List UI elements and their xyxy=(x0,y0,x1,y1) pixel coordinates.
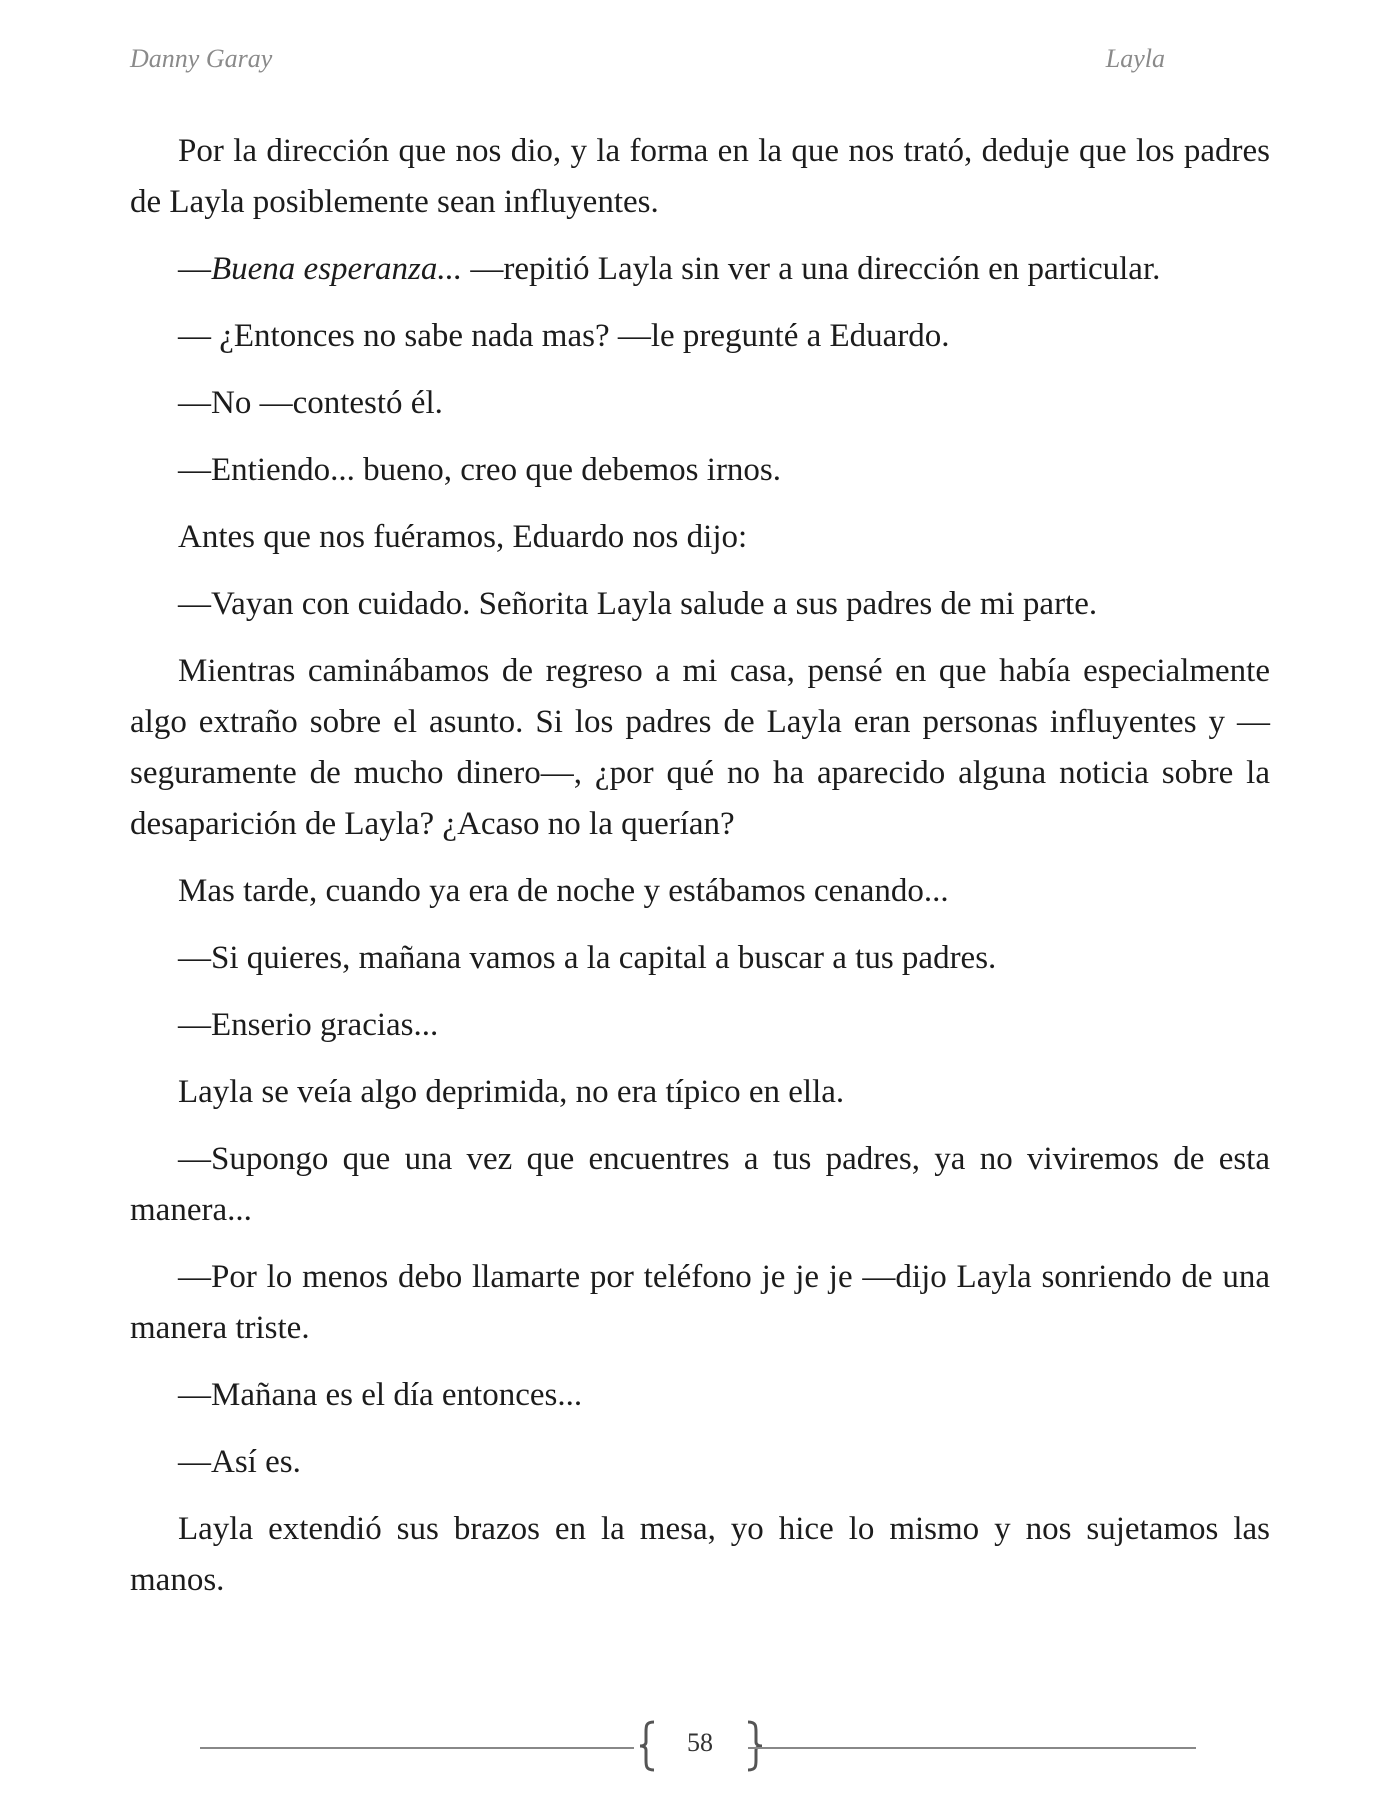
paragraph xyxy=(130,126,1270,228)
page-number: 58 xyxy=(687,1728,713,1757)
right-brace-icon xyxy=(744,1720,764,1772)
paragraph xyxy=(130,1504,1270,1606)
paragraph-text: —Vayan con cuidado. Señorita Layla salude a sus padres de mi parte. xyxy=(178,586,1098,622)
paragraph-text: —repitió Layla sin ver a una dirección en particular. xyxy=(462,251,1161,287)
dialogue-dash: — xyxy=(178,251,211,287)
left-brace-icon xyxy=(638,1720,658,1772)
header-author: Danny Garay xyxy=(130,44,273,73)
paragraph-text: Por la dirección que nos dio, y la forma en la que nos trató, deduje que los padres de Layla posiblemente sean influyentes. xyxy=(130,133,1270,220)
paragraph-text: Layla se veía algo deprimida, no era típico en ella. xyxy=(178,1074,845,1110)
paragraph xyxy=(130,866,1270,917)
paragraph-text: —Por lo menos debo llamarte por teléfono je je je —dijo Layla sonriendo de una manera triste. xyxy=(130,1259,1270,1346)
paragraph xyxy=(130,1370,1270,1421)
paragraph-text: —Si quieres, mañana vamos a la capital a buscar a tus padres. xyxy=(178,940,997,976)
paragraph xyxy=(130,579,1270,630)
paragraph-text: Mientras caminábamos de regreso a mi casa, pensé en que había especialmente algo extraño sobre el asunto. Si los padres de Layla eran personas influyentes y —seguramente de mucho dinero—, ¿por qué no ha aparecido alguna noticia sobre la desaparición de Layla? ¿Acaso no la querían? xyxy=(130,653,1270,842)
running-header xyxy=(130,44,1165,74)
paragraph-text: —Supongo que una vez que encuentres a tus padres, ya no viviremos de esta manera... xyxy=(130,1141,1270,1228)
paragraph xyxy=(130,445,1270,496)
paragraph xyxy=(130,1437,1270,1488)
paragraph-text: Mas tarde, cuando ya era de noche y estábamos cenando... xyxy=(178,873,949,909)
paragraph-text: —Así es. xyxy=(178,1444,301,1480)
footer-rule-right xyxy=(748,1747,1196,1749)
italic-quote: Buena esperanza... xyxy=(211,251,463,287)
paragraph xyxy=(130,244,1270,295)
paragraph-text: —Enserio gracias... xyxy=(178,1007,439,1043)
paragraph xyxy=(130,1134,1270,1236)
page-footer xyxy=(200,1720,1200,1776)
paragraph xyxy=(130,646,1270,850)
paragraph xyxy=(130,1067,1270,1118)
paragraph-text: — ¿Entonces no sabe nada mas? —le pregunté a Eduardo. xyxy=(178,318,950,354)
page-body xyxy=(130,126,1270,1622)
header-book-title: Layla xyxy=(1105,44,1165,73)
paragraph xyxy=(130,1000,1270,1051)
paragraph xyxy=(130,933,1270,984)
paragraph xyxy=(130,311,1270,362)
paragraph-text: —Mañana es el día entonces... xyxy=(178,1377,583,1413)
paragraph xyxy=(130,1252,1270,1354)
paragraph xyxy=(130,512,1270,563)
paragraph xyxy=(130,378,1270,429)
paragraph-text: Layla extendió sus brazos en la mesa, yo hice lo mismo y nos sujetamos las manos. xyxy=(130,1511,1270,1598)
paragraph-text: —No —contestó él. xyxy=(178,385,443,421)
paragraph-text: —Entiendo... bueno, creo que debemos irnos. xyxy=(178,452,782,488)
paragraph-text: Antes que nos fuéramos, Eduardo nos dijo: xyxy=(178,519,748,555)
footer-rule-left xyxy=(200,1747,634,1749)
